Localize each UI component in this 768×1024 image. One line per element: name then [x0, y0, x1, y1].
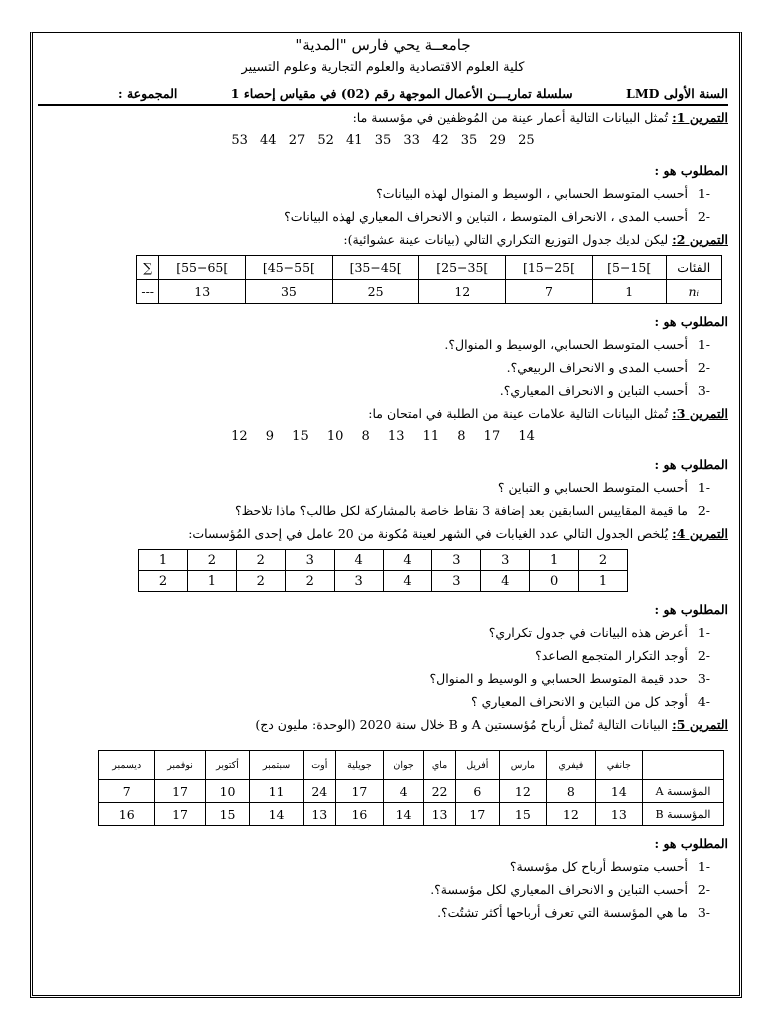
month-header-cell: جانفي [595, 751, 642, 780]
month-header-cell: أكتوبر [205, 751, 250, 780]
table-cell: 1 [187, 571, 236, 592]
required-label: المطلوب هو : [654, 314, 728, 329]
table-cell: --- [137, 280, 159, 304]
question-item [38, 667, 728, 690]
exercise-4-text: يُلخص الجدول التالي عدد الغيابات في الشهر لعينة مُكونة من 20 عامل في إحدى المُؤسسات: [188, 526, 673, 541]
month-header-cell: سبتمبر [250, 751, 303, 780]
question-number: -2 [697, 648, 710, 663]
month-header-cell: مارس [499, 751, 546, 780]
exercise-1-data: 53 44 27 52 41 35 33 42 35 29 25 [231, 133, 535, 148]
table-cell: 35 [246, 280, 333, 304]
table-cell: 1 [139, 550, 188, 571]
table-cell: 4 [481, 571, 530, 592]
table-cell: 3 [334, 571, 383, 592]
table-cell: 15 [499, 803, 546, 826]
table-cell: 13 [424, 803, 456, 826]
month-header-cell: أفريل [455, 751, 499, 780]
table-cell: 12 [499, 780, 546, 803]
question-number: -1 [697, 337, 710, 352]
table-row [99, 803, 724, 826]
question-item [38, 644, 728, 667]
question-text: أعرض هذه البيانات في جدول تكراري؟ [488, 625, 688, 640]
table-cell: 17 [155, 780, 205, 803]
question-text: أحسب المتوسط الحسابي و التباين ؟ [497, 480, 688, 495]
month-header-cell: فيفري [547, 751, 596, 780]
question-item [38, 356, 728, 379]
table-cell: 17 [155, 803, 205, 826]
question-number: -4 [697, 694, 710, 709]
exercise-2-statement [38, 228, 728, 251]
question-item [38, 621, 728, 644]
question-number: -1 [697, 625, 710, 640]
table-header-cell: الفئات [666, 256, 721, 280]
table-cell: 17 [335, 780, 383, 803]
table-cell: 12 [547, 803, 596, 826]
exercise-1-statement [38, 106, 728, 129]
question-number: -1 [697, 480, 710, 495]
month-header-cell: ماي [424, 751, 456, 780]
exercise-4-questions [38, 621, 728, 713]
question-text: حدد قيمة المتوسط الحسابي و الوسيط و المنوال؟ [429, 671, 688, 686]
table-cell: 1 [530, 550, 579, 571]
table-row [139, 571, 628, 592]
question-number: -1 [697, 859, 710, 874]
table-cell: 1 [579, 571, 628, 592]
table-cell: 13 [159, 280, 246, 304]
company-label-cell: المؤسسة B [643, 803, 724, 826]
exercise-2-text: ليكن لديك جدول التوزيع التكراري التالي (بيانات عينة عشوائية): [343, 232, 673, 247]
table-cell: 24 [303, 780, 335, 803]
table-cell: 1 [592, 280, 666, 304]
exercise-3-questions [38, 476, 728, 522]
table-cell: 13 [303, 803, 335, 826]
question-item [38, 182, 728, 205]
question-text: ما قيمة المقاييس السابقين بعد إضافة 3 نقاط خاصة بالمشاركة لكل طالب؟ ماذا تلاحظ؟ [235, 503, 688, 518]
table-cell: 8 [547, 780, 596, 803]
exercise-2-title: التمرين 2: [672, 232, 728, 247]
table-cell: 2 [187, 550, 236, 571]
table-cell: 2 [236, 550, 285, 571]
table-header-cell: [25−35[ [419, 256, 506, 280]
table-header-cell: ∑ [137, 256, 159, 280]
question-text: أحسب المدى ، الانحراف المتوسط ، التباين و الانحراف المعياري لهذه البيانات؟ [284, 209, 688, 224]
table-corner-cell [643, 751, 724, 780]
table-cell: 0 [530, 571, 579, 592]
table-cell: 13 [595, 803, 642, 826]
exercise-4-title: التمرين 4: [672, 526, 728, 541]
question-number: -3 [697, 671, 710, 686]
table-cell: 15 [205, 803, 250, 826]
table-header-cell: [45−55[ [246, 256, 333, 280]
exercise-3-title: التمرين 3: [672, 406, 728, 421]
table-row [99, 751, 724, 780]
table-row [137, 280, 722, 304]
university-name: جامعــة يحي فارس "المدية" [295, 36, 471, 54]
exercise-2-questions [38, 333, 728, 402]
exercise-3-statement [38, 402, 728, 425]
exercise-5-statement [38, 713, 728, 736]
faculty-name: كلية العلوم الاقتصادية والعلوم التجارية وعلوم التسيير [241, 60, 525, 75]
exercise-3-data: 12 9 15 10 8 13 11 8 17 14 [231, 429, 535, 444]
table-cell: 16 [99, 803, 155, 826]
table-cell: 4 [383, 571, 432, 592]
table-cell: 11 [250, 780, 303, 803]
table-cell: 4 [383, 780, 423, 803]
table-cell: 17 [455, 803, 499, 826]
table-cell: 14 [383, 803, 423, 826]
table-cell: 4 [383, 550, 432, 571]
question-item [38, 499, 728, 522]
profits-table [98, 750, 724, 826]
table-cell: 22 [424, 780, 456, 803]
academic-year: السنة الأولى LMD [626, 85, 728, 101]
table-cell: 10 [205, 780, 250, 803]
table-header-cell: [5−15[ [592, 256, 666, 280]
table-cell: 2 [579, 550, 628, 571]
table-cell: 2 [139, 571, 188, 592]
exercise-5-questions [38, 855, 728, 924]
exercise-1-title: التمرين 1: [672, 110, 728, 125]
month-header-cell: جويلية [335, 751, 383, 780]
table-cell: 7 [99, 780, 155, 803]
table-cell: 6 [455, 780, 499, 803]
required-label: المطلوب هو : [654, 602, 728, 617]
question-number: -1 [697, 186, 710, 201]
exercise-1-questions [38, 182, 728, 228]
question-item [38, 476, 728, 499]
table-header-cell: [15−25[ [506, 256, 593, 280]
question-text: أوجد التكرار المتجمع الصاعد؟ [535, 648, 688, 663]
table-header-cell: [35−45[ [332, 256, 419, 280]
table-cell: 14 [595, 780, 642, 803]
table-cell: 2 [285, 571, 334, 592]
company-label-cell: المؤسسة A [643, 780, 724, 803]
question-number: -2 [697, 503, 710, 518]
table-cell: 2 [236, 571, 285, 592]
month-header-cell: نوفمبر [155, 751, 205, 780]
question-item [38, 901, 728, 924]
question-text: أحسب التباين و الانحراف المعياري لكل مؤسسة؟. [430, 882, 688, 897]
exercise-3-text: تُمثل البيانات التالية علامات عينة من الطلبة في امتحان ما: [368, 406, 673, 421]
exercise-5-text: البيانات التالية تُمثل أرباح مُؤسستين A و B خلال سنة 2020 (الوحدة: مليون دج) [255, 717, 673, 732]
table-cell: nᵢ [666, 280, 721, 304]
question-item [38, 878, 728, 901]
question-number: -2 [697, 209, 710, 224]
table-cell: 3 [481, 550, 530, 571]
required-label: المطلوب هو : [654, 836, 728, 851]
table-row [139, 550, 628, 571]
question-text: أحسب التباين و الانحراف المعياري؟. [499, 383, 688, 398]
table-row [137, 256, 722, 280]
table-cell: 3 [432, 571, 481, 592]
question-text: أوجد كل من التباين و الانحراف المعياري ؟ [471, 694, 688, 709]
exercise-1-text: تُمثل البيانات التالية أعمار عينة من المُوظفين في مؤسسة ما: [352, 110, 673, 125]
question-number: -2 [697, 360, 710, 375]
table-row [99, 780, 724, 803]
table-header-cell: [55−65[ [159, 256, 246, 280]
question-item [38, 690, 728, 713]
exercise-4-statement [38, 522, 728, 545]
question-item [38, 333, 728, 356]
question-text: أحسب المتوسط الحسابي ، الوسيط و المنوال لهذه البيانات؟ [376, 186, 688, 201]
series-title: سلسلة تماريـــن الأعمال الموجهة رقم (02) في مقياس إحصاء 1 [230, 85, 573, 101]
question-item [38, 205, 728, 228]
frequency-table [136, 255, 722, 304]
required-label: المطلوب هو : [654, 163, 728, 178]
table-cell: 16 [335, 803, 383, 826]
table-cell: 14 [250, 803, 303, 826]
table-cell: 7 [506, 280, 593, 304]
month-header-cell: أوت [303, 751, 335, 780]
question-number: -3 [697, 905, 710, 920]
document-header [38, 82, 728, 106]
question-item [38, 855, 728, 878]
table-cell: 3 [432, 550, 481, 571]
table-cell: 4 [334, 550, 383, 571]
month-header-cell: ديسمبر [99, 751, 155, 780]
month-header-cell: جوان [383, 751, 423, 780]
table-cell: 12 [419, 280, 506, 304]
question-text: أحسب متوسط أرباح كل مؤسسة؟ [509, 859, 688, 874]
table-cell: 3 [285, 550, 334, 571]
question-text: ما هي المؤسسة التي تعرف أرباحها أكثر تشتُت؟. [437, 905, 688, 920]
exercise-5-title: التمرين 5: [672, 717, 728, 732]
table-cell: 25 [332, 280, 419, 304]
required-label: المطلوب هو : [654, 457, 728, 472]
group-label: المجموعة : [118, 85, 178, 101]
question-text: أحسب المدى و الانحراف الربيعي؟. [506, 360, 688, 375]
absences-table [138, 549, 628, 592]
question-text: أحسب المتوسط الحسابي، الوسيط و المنوال؟. [444, 337, 688, 352]
question-number: -3 [697, 383, 710, 398]
document-page [38, 32, 728, 924]
question-number: -2 [697, 882, 710, 897]
question-item [38, 379, 728, 402]
